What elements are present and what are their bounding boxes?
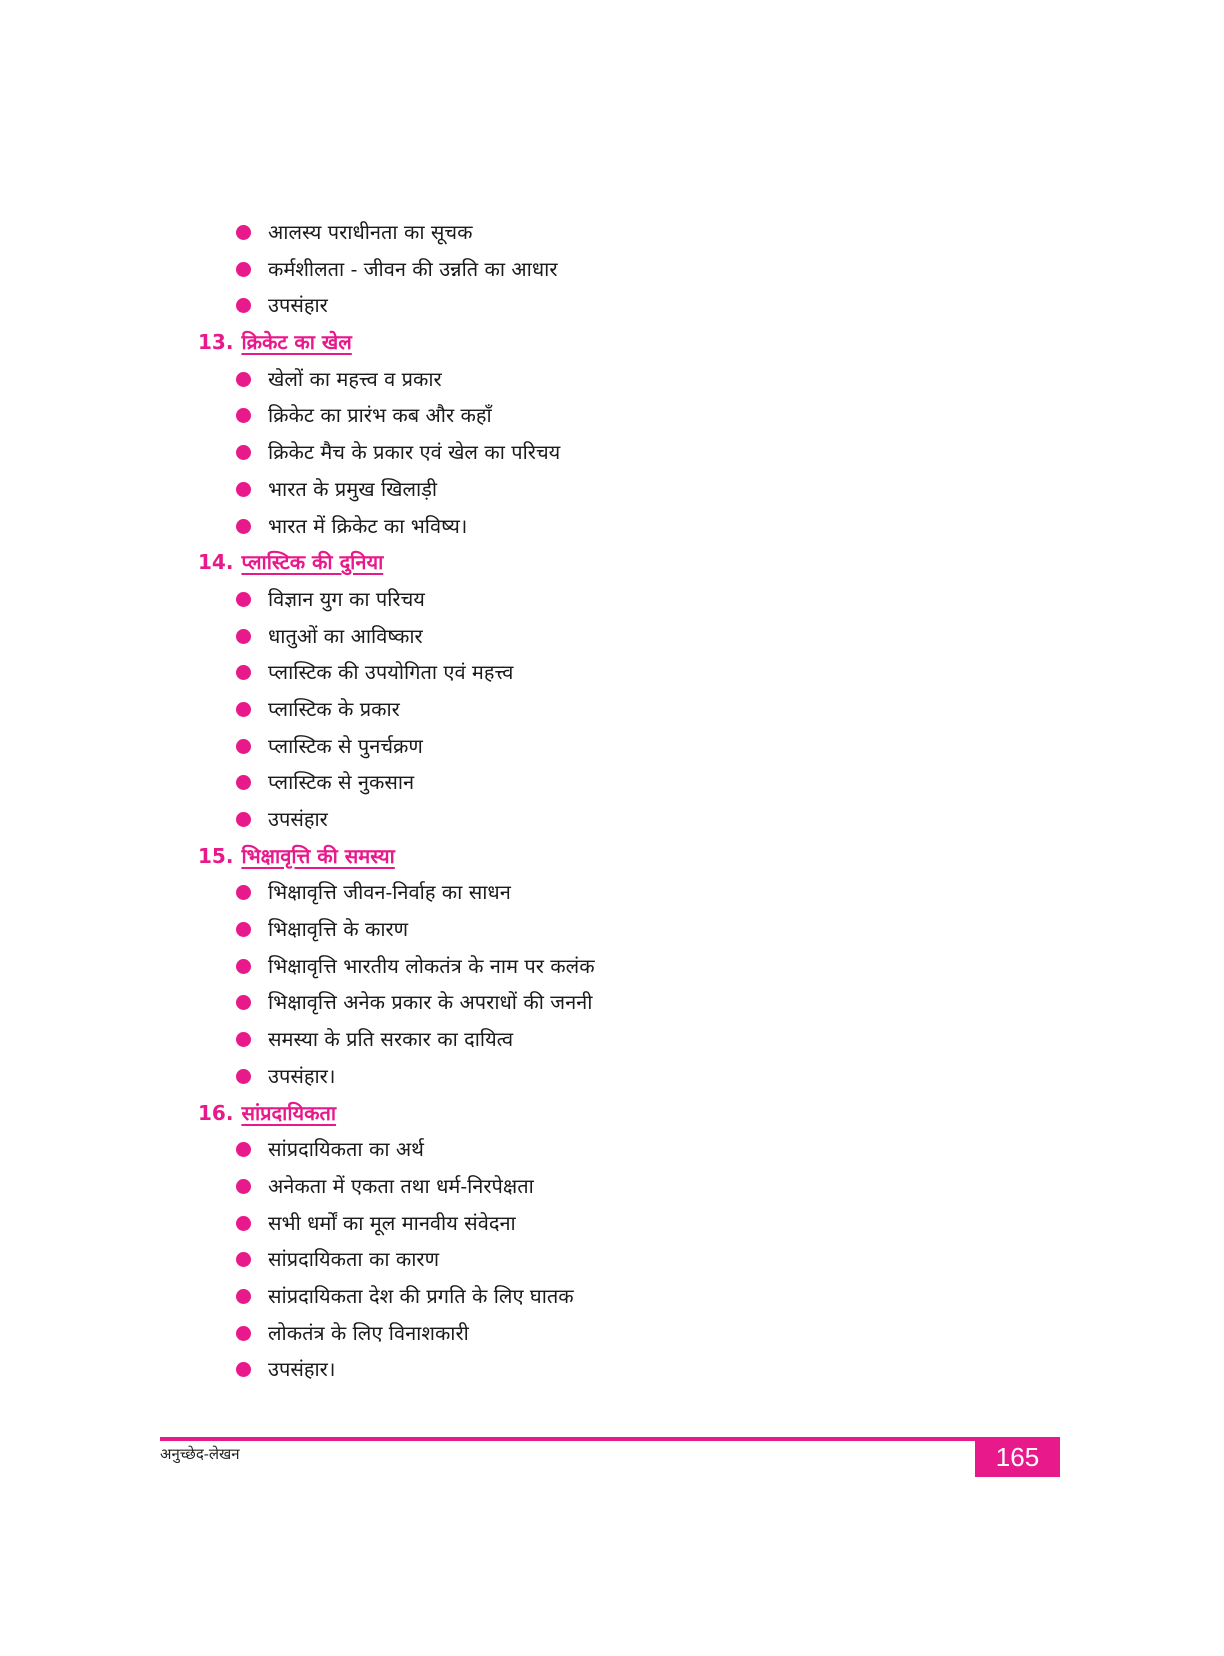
list-item bbox=[0, 801, 1224, 838]
section-heading bbox=[0, 544, 1224, 581]
list-item bbox=[0, 1058, 1224, 1095]
list-item bbox=[0, 361, 1224, 398]
bullet-dot-icon bbox=[236, 408, 251, 423]
list-item bbox=[0, 874, 1224, 911]
list-item-text: भिक्षावृत्ति के कारण bbox=[268, 917, 409, 942]
list-item bbox=[0, 948, 1224, 985]
section-heading bbox=[0, 1095, 1224, 1132]
bullet-dot-icon bbox=[236, 739, 251, 754]
list-item-text: प्लास्टिक से पुनर्चक्रण bbox=[268, 733, 423, 758]
section-number: 16. bbox=[198, 1100, 234, 1125]
list-item-text: क्रिकेट मैच के प्रकार एवं खेल का परिचय bbox=[268, 440, 561, 465]
bullet-dot-icon bbox=[236, 665, 251, 680]
footer-rule bbox=[160, 1437, 1060, 1441]
bullet-dot-icon bbox=[236, 959, 251, 974]
list-item bbox=[0, 581, 1224, 618]
section-title: क्रिकेट का खेल bbox=[241, 330, 352, 355]
list-item-text: उपसंहार। bbox=[268, 1063, 336, 1088]
list-item-text: उपसंहार bbox=[268, 807, 328, 831]
list-item bbox=[0, 1278, 1224, 1315]
list-item-text: सांप्रदायिकता देश की प्रगति के लिए घातक bbox=[268, 1283, 574, 1308]
bullet-dot-icon bbox=[236, 225, 251, 240]
list-item-text: समस्या के प्रति सरकार का दायित्व bbox=[268, 1027, 514, 1052]
list-item bbox=[0, 911, 1224, 948]
bullet-dot-icon bbox=[236, 1032, 251, 1047]
footer-label: अनुच्छेद-लेखन bbox=[160, 1445, 240, 1463]
bullet-dot-icon bbox=[236, 1252, 251, 1267]
list-item-text: उपसंहार। bbox=[268, 1357, 336, 1382]
bullet-dot-icon bbox=[236, 775, 251, 790]
list-item-text: खेलों का महत्त्व व प्रकार bbox=[268, 366, 442, 391]
list-item bbox=[0, 251, 1224, 288]
list-item bbox=[0, 728, 1224, 765]
bullet-dot-icon bbox=[236, 372, 251, 387]
list-item-text: सांप्रदायिकता का कारण bbox=[268, 1247, 440, 1272]
list-item-text: अनेकता में एकता तथा धर्म-निरपेक्षता bbox=[268, 1173, 534, 1198]
list-item-text: धातुओं का आविष्कार bbox=[268, 623, 423, 648]
list-item-text: प्लास्टिक की उपयोगिता एवं महत्त्व bbox=[268, 660, 514, 685]
list-item-text: भिक्षावृत्ति अनेक प्रकार के अपराधों की जननी bbox=[268, 990, 593, 1015]
list-item-text: आलस्य पराधीनता का सूचक bbox=[268, 220, 473, 244]
bullet-dot-icon bbox=[236, 629, 251, 644]
bullet-dot-icon bbox=[236, 1326, 251, 1341]
list-item bbox=[0, 654, 1224, 691]
bullet-dot-icon bbox=[236, 1142, 251, 1157]
list-item-text: लोकतंत्र के लिए विनाशकारी bbox=[268, 1320, 469, 1345]
list-item bbox=[0, 471, 1224, 508]
list-item-text: प्लास्टिक के प्रकार bbox=[268, 696, 400, 721]
list-item-text: उपसंहार bbox=[268, 293, 328, 318]
section-heading bbox=[0, 324, 1224, 361]
list-item bbox=[0, 397, 1224, 434]
list-item-text: सांप्रदायिकता का अर्थ bbox=[268, 1137, 424, 1162]
bullet-dot-icon bbox=[236, 445, 251, 460]
list-item bbox=[0, 984, 1224, 1021]
list-item bbox=[0, 1168, 1224, 1205]
bullet-dot-icon bbox=[236, 592, 251, 607]
list-item bbox=[0, 508, 1224, 545]
bullet-dot-icon bbox=[236, 702, 251, 717]
bullet-dot-icon bbox=[236, 1216, 251, 1231]
list-item-text: भारत के प्रमुख खिलाड़ी bbox=[268, 476, 438, 501]
section-title: सांप्रदायिकता bbox=[241, 1100, 337, 1125]
section-number: 13. bbox=[198, 330, 234, 355]
list-item bbox=[0, 1241, 1224, 1278]
list-item bbox=[0, 1315, 1224, 1352]
list-item bbox=[0, 691, 1224, 728]
page-number-badge: 165 bbox=[975, 1437, 1060, 1477]
list-item-text: भारत में क्रिकेट का भविष्य। bbox=[268, 513, 468, 538]
list-item-text: क्रिकेट का प्रारंभ कब और कहाँ bbox=[268, 403, 492, 428]
document-body bbox=[0, 214, 1224, 1388]
section-number: 15. bbox=[198, 843, 234, 868]
list-item-text: कर्मशीलता - जीवन की उन्नति का आधार bbox=[268, 256, 558, 281]
list-item bbox=[0, 214, 1224, 251]
bullet-dot-icon bbox=[236, 482, 251, 497]
list-item bbox=[0, 1131, 1224, 1168]
bullet-dot-icon bbox=[236, 812, 251, 827]
list-item-text: प्लास्टिक से नुकसान bbox=[268, 770, 415, 795]
bullet-dot-icon bbox=[236, 1179, 251, 1194]
section-heading bbox=[0, 838, 1224, 875]
list-item-text: भिक्षावृत्ति जीवन-निर्वाह का साधन bbox=[268, 880, 511, 905]
section-title: भिक्षावृत्ति की समस्या bbox=[241, 843, 395, 868]
bullet-dot-icon bbox=[236, 1362, 251, 1377]
section-title: प्लास्टिक की दुनिया bbox=[241, 550, 384, 575]
bullet-dot-icon bbox=[236, 995, 251, 1010]
bullet-dot-icon bbox=[236, 1069, 251, 1084]
section-number: 14. bbox=[198, 550, 234, 575]
list-item bbox=[0, 764, 1224, 801]
bullet-dot-icon bbox=[236, 1289, 251, 1304]
bullet-dot-icon bbox=[236, 298, 251, 313]
list-item bbox=[0, 287, 1224, 324]
bullet-dot-icon bbox=[236, 922, 251, 937]
list-item-text: सभी धर्मों का मूल मानवीय संवेदना bbox=[268, 1210, 516, 1235]
bullet-dot-icon bbox=[236, 262, 251, 277]
bullet-dot-icon bbox=[236, 519, 251, 534]
bullet-dot-icon bbox=[236, 885, 251, 900]
list-item-text: भिक्षावृत्ति भारतीय लोकतंत्र के नाम पर कलंक bbox=[268, 953, 595, 978]
list-item-text: विज्ञान युग का परिचय bbox=[268, 586, 425, 611]
list-item bbox=[0, 434, 1224, 471]
list-item bbox=[0, 1205, 1224, 1242]
list-item bbox=[0, 1021, 1224, 1058]
list-item bbox=[0, 1351, 1224, 1388]
list-item bbox=[0, 618, 1224, 655]
